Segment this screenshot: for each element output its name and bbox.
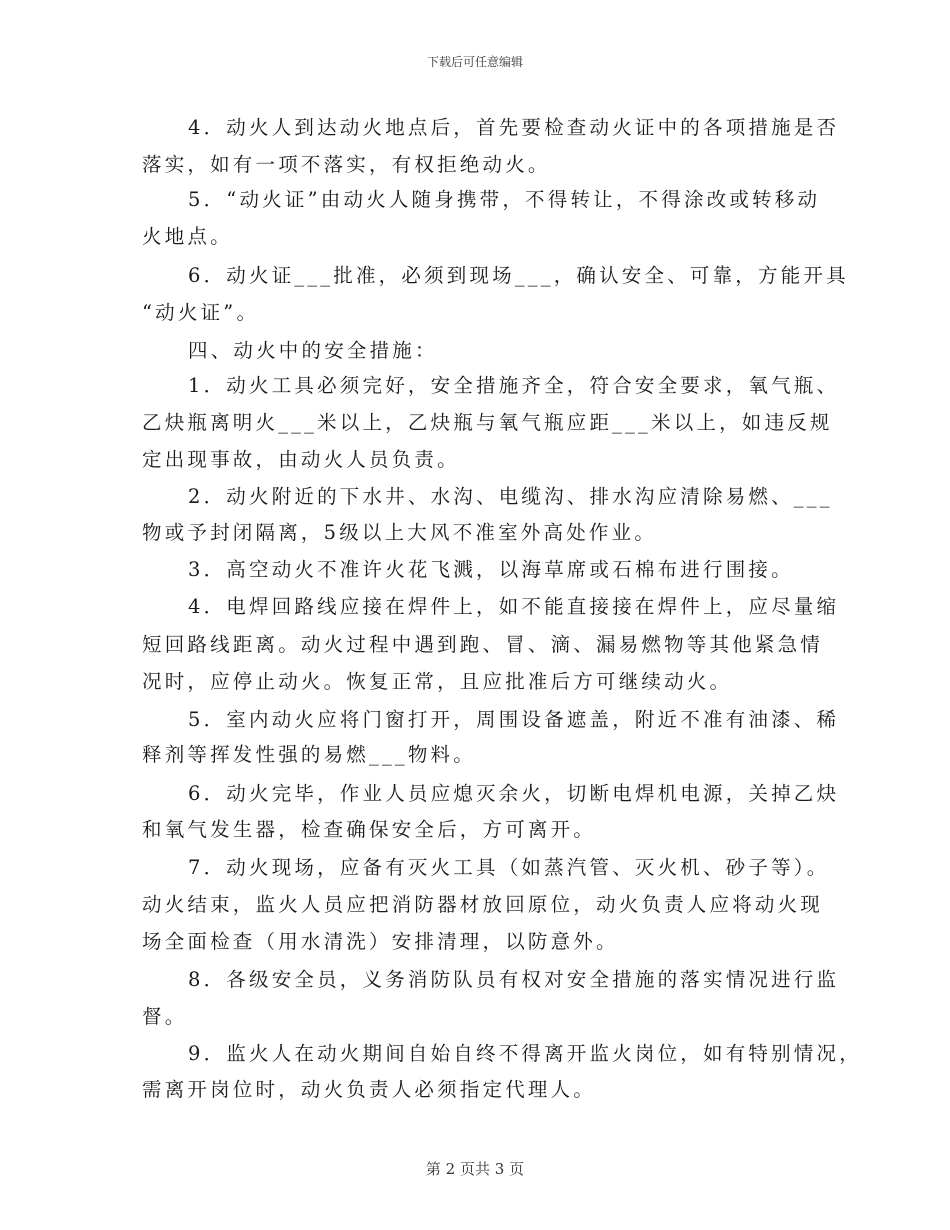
text-line: 和氧气发生器，检查确保安全后，方可离开。 (142, 818, 597, 841)
text-line: 6．动火完毕，作业人员应熄灭余火，切断电焊机电源，关掉乙炔 (188, 782, 840, 805)
text-line: 释剂等挥发性强的易燃___物料。 (142, 743, 476, 766)
text-line: 需离开岗位时，动火负责人必须指定代理人。 (142, 1078, 597, 1101)
text-line: 短回路线距离。动火过程中遇到跑、冒、滴、漏易燃物等其他紧急情 (142, 633, 824, 656)
text-line: 4．电焊回路线应接在焊件上，如不能直接接在焊件上，应尽量缩 (188, 595, 840, 618)
text-line: 四、动火中的安全措施： (188, 339, 438, 362)
text-line: 5．室内动火应将门窗打开，周围设备遮盖，附近不准有油漆、稀 (188, 708, 840, 731)
text-line: 况时，应停止动火。恢复正常，且应批准后方可继续动火。 (142, 670, 733, 693)
text-line: 火地点。 (142, 225, 233, 248)
text-line: 物或予封闭隔离，5级以上大风不准室外高处作业。 (142, 521, 658, 544)
text-line: 2．动火附近的下水井、水沟、电缆沟、排水沟应清除易燃、___ (188, 485, 833, 508)
text-line: 督。 (142, 1005, 188, 1028)
page-footer-number: 第 2 页共 3 页 (425, 1160, 525, 1178)
text-line: 6．动火证___批准，必须到现场___，确认安全、可靠，方能开具 (188, 264, 849, 287)
text-line: 7．动火现场，应备有灭火工具（如蒸汽管、灭火机、砂子等）。 (188, 856, 830, 879)
text-line: 4．动火人到达动火地点后，首先要检查动火证中的各项措施是否 (188, 116, 840, 139)
page-header-note: 下载后可任意编辑 (426, 55, 523, 69)
text-line: 9．监火人在动火期间自始自终不得离开监火岗位，如有特别情况， (188, 1042, 862, 1065)
text-line: 3．高空动火不准许火花飞溅，以海草席或石棉布进行围接。 (188, 558, 794, 581)
text-line: 落实，如有一项不落实，有权拒绝动火。 (142, 153, 551, 176)
text-line: 乙炔瓶离明火___米以上，乙炔瓶与氧气瓶应距___米以上，如违反规 (142, 411, 833, 434)
text-line: 5．“动火证”由动火人随身携带，不得转让，不得涂改或转移动 (188, 188, 821, 211)
text-line: 1．动火工具必须完好，安全措施齐全，符合安全要求，氧气瓶、 (188, 374, 840, 397)
text-line: 场全面检查（用水清洗）安排清理，以防意外。 (142, 930, 619, 953)
text-line: 定出现事故，由动火人员负责。 (142, 448, 460, 471)
text-line: 动火结束，监火人员应把消防器材放回原位，动火负责人应将动火现 (142, 893, 824, 916)
text-line: “动火证”。 (142, 301, 260, 324)
text-line: 8．各级安全员，义务消防队员有权对安全措施的落实情况进行监 (188, 968, 840, 991)
